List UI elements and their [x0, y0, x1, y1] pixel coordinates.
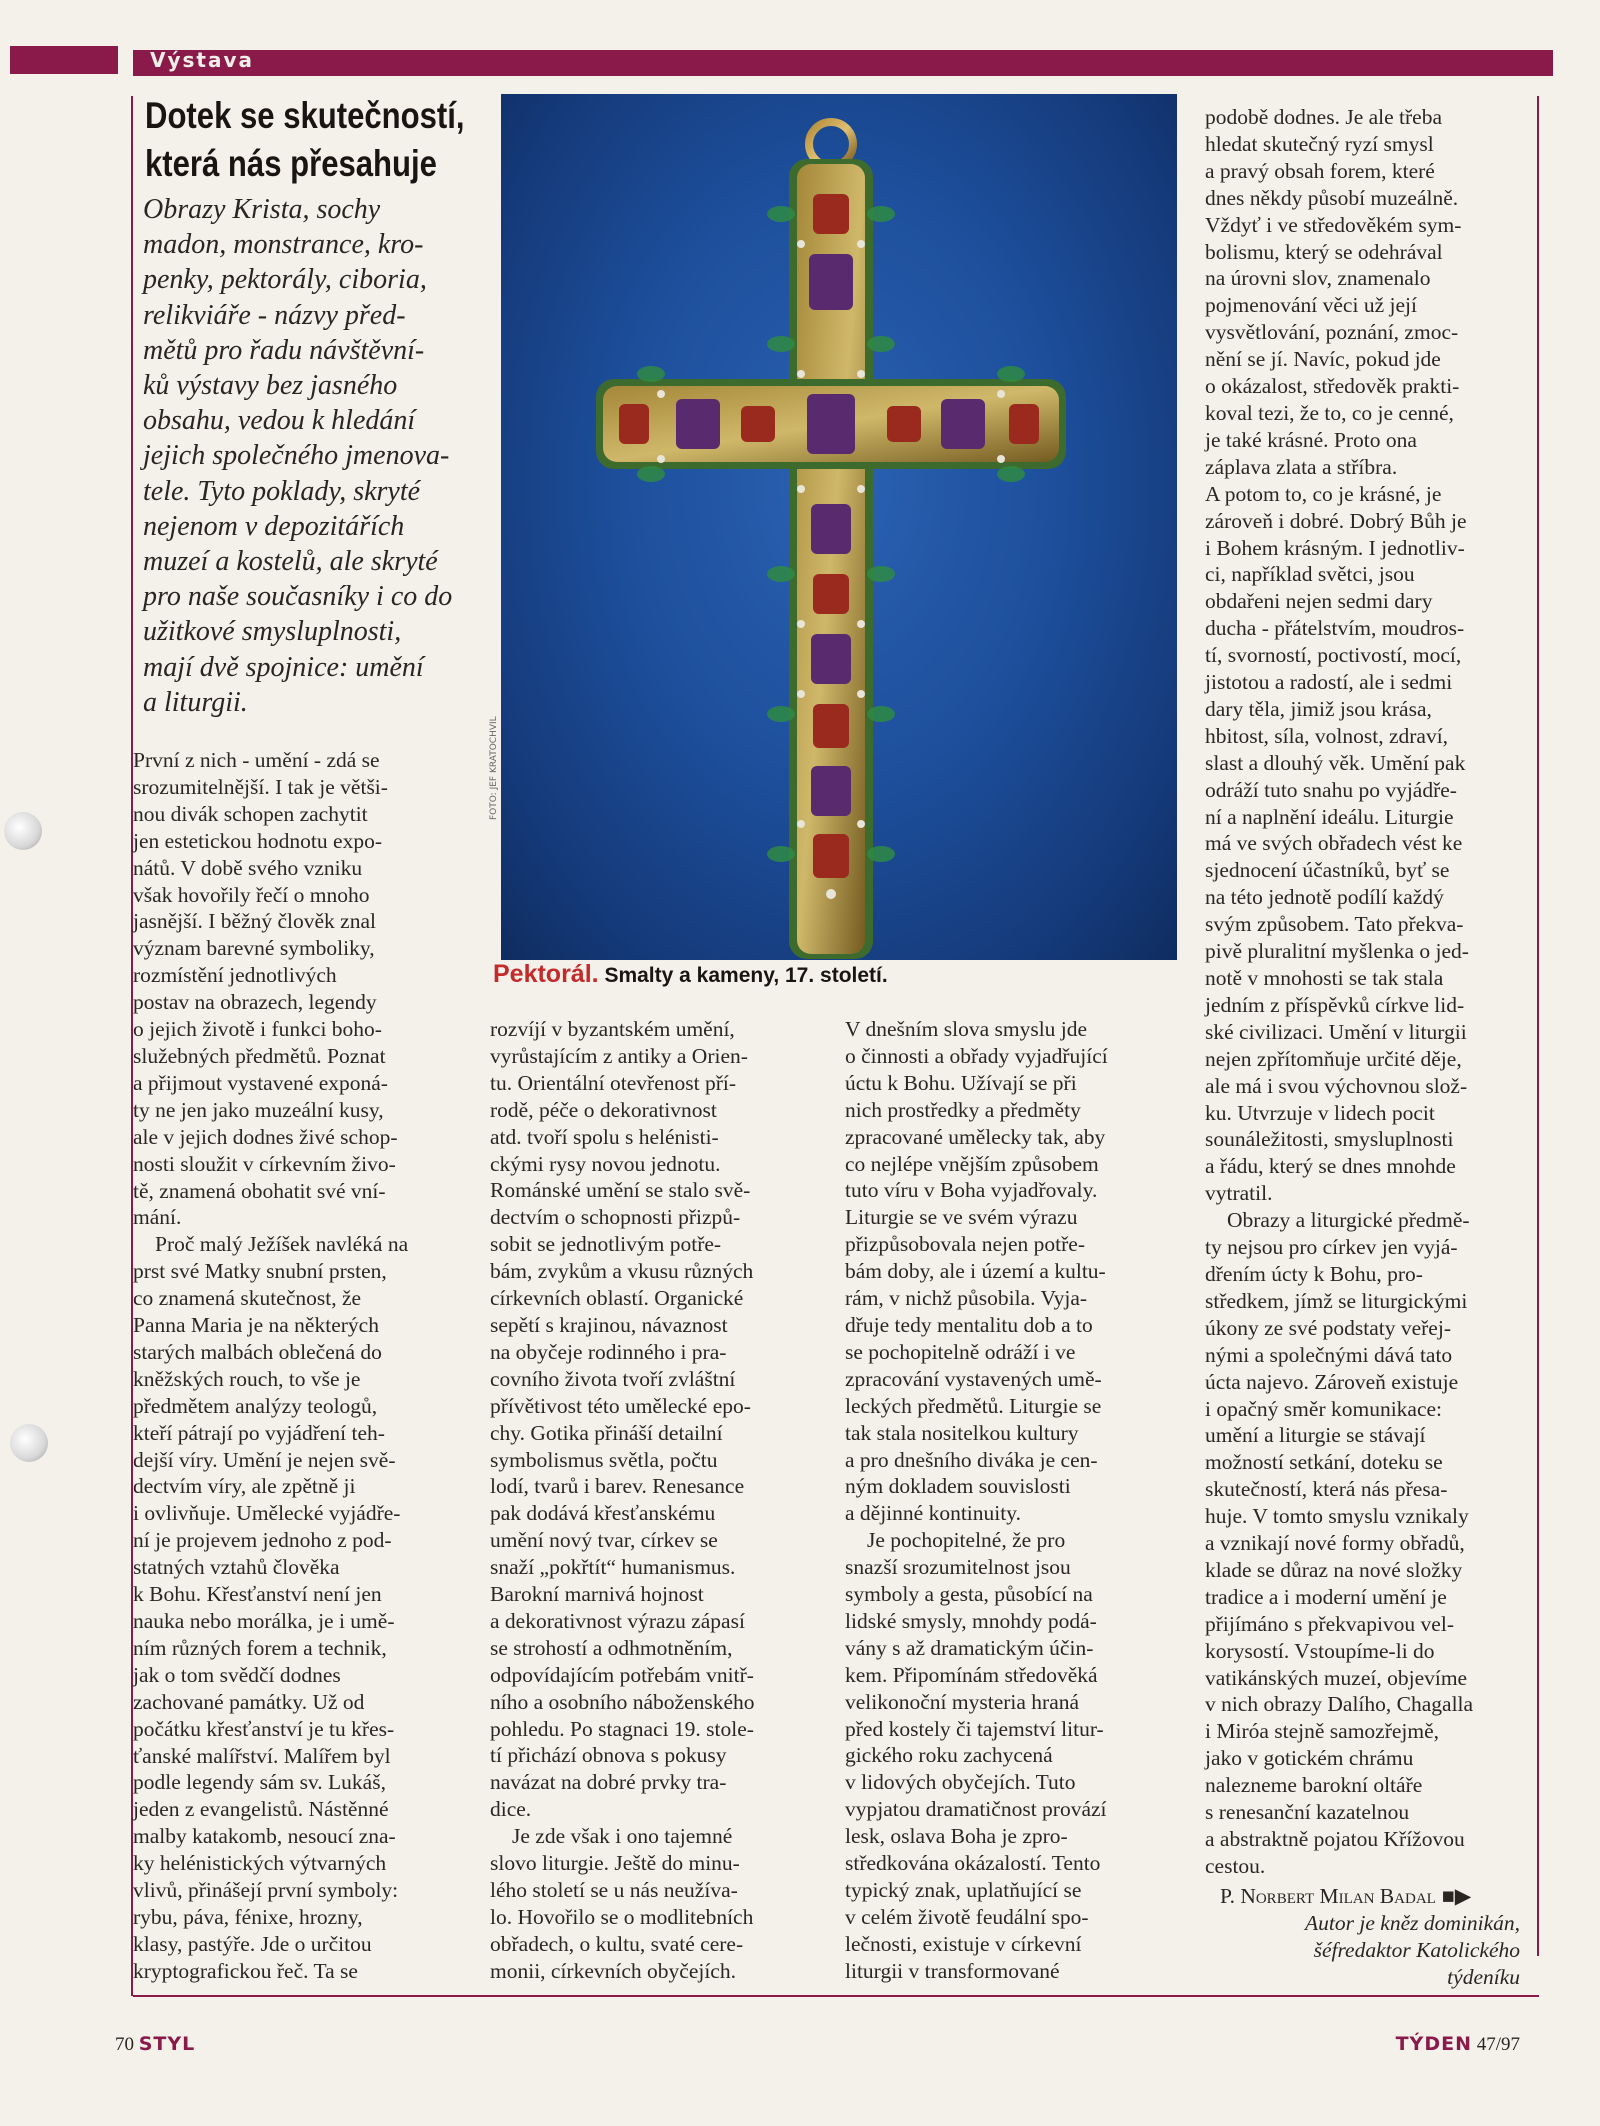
text-line: ního a osobního náboženského: [490, 1689, 755, 1714]
text-line: umění a liturgie se stávají: [1205, 1423, 1426, 1448]
text-line: Liturgie se ve svém výrazu: [845, 1205, 1078, 1230]
text-line: a vznikají nové formy obřadů,: [1205, 1531, 1465, 1556]
text-line: jako v gotickém chrámu: [1205, 1746, 1414, 1771]
text-line: o jejich životě i funkci boho-: [133, 1017, 382, 1042]
text-line: o činnosti a obřady vyjadřující: [845, 1043, 1108, 1068]
text-line: lodí, tvarů i barev. Renesance: [490, 1474, 745, 1499]
text-line: středkem, jímž se liturgickými: [1205, 1288, 1468, 1313]
text-line: statných vztahů člověka: [133, 1555, 340, 1580]
text-line: lého století se u nás neužíva-: [490, 1878, 738, 1902]
text-line: ci, například světci, jsou: [1205, 562, 1415, 587]
text-line: hbitost, síla, volnost, zdraví,: [1205, 723, 1449, 748]
text-line: ale má i svou výchovnou slož-: [1205, 1073, 1468, 1098]
pectoral-cross-image: [501, 94, 1177, 960]
text-line: pro naše současníky i co do: [143, 581, 453, 613]
text-line: dřuje tedy mentalitu dob a to: [845, 1312, 1093, 1337]
text-line: sjednocení účastníků, byť se: [1205, 858, 1450, 883]
text-line: snazší srozumitelnost jsou: [845, 1555, 1071, 1580]
text-line: bám doby, ale i území a kultu-: [845, 1259, 1106, 1284]
text-line: v nich obrazy Dalího, Chagalla: [1205, 1692, 1474, 1717]
text-line: koval tezi, že to, co je cenné,: [1205, 400, 1454, 425]
text-line: nění se jí. Navíc, pokud jde: [1205, 347, 1441, 372]
footer-left: [115, 2033, 195, 2056]
text-line: pojmenování věci už její: [1205, 293, 1417, 318]
text-line: ní a naplnění ideálu. Liturgie: [1205, 804, 1454, 829]
author-name: P. Norbert Milan Badal: [1220, 1884, 1436, 1908]
text-line: obřadech, o kultu, svaté cere-: [490, 1931, 744, 1956]
text-line: podobě dodnes. Je ale třeba: [1205, 105, 1443, 129]
photo-credit: FOTO: JEF KRATOCHVIL: [489, 716, 499, 820]
text-line: nejen zpřítomňuje určité děje,: [1205, 1046, 1462, 1071]
text-line: klasy, pastýře. Jde o určitou: [133, 1931, 372, 1956]
text-line: lidské smysly, mnohdy podá-: [845, 1608, 1097, 1633]
text-line: dejší víry. Umění je nejen svě-: [133, 1447, 396, 1472]
text-line: slast a dlouhý věk. Umění pak: [1205, 750, 1466, 775]
author-bio: [1180, 1910, 1520, 1991]
text-line: jejich společného jmenova-: [143, 440, 450, 472]
text-line: tu. Orientální otevřenost pří-: [490, 1070, 736, 1095]
text-line: šéfredaktor Katolického: [1313, 1938, 1520, 1962]
text-line: před kostely či tajemství litur-: [845, 1716, 1104, 1741]
text-line: tradice a i moderní umění je: [1205, 1584, 1447, 1609]
text-line: ní je projevem jednoho z pod-: [133, 1528, 392, 1553]
text-line: kněžských rouch, to vše je: [133, 1366, 361, 1391]
text-line: kteří pátrají po vyjádření teh-: [133, 1420, 385, 1445]
text-line: covního života tvoří zvláštní: [490, 1366, 736, 1391]
text-line: klade se důraz na nové složky: [1205, 1557, 1463, 1582]
text-line: lesk, oslava Boha je zpro-: [845, 1824, 1068, 1849]
text-line: odráží tuto snahu po vyjádře-: [1205, 777, 1457, 802]
article-column-3: [845, 1016, 1175, 1985]
text-line: Barokní marnivá hojnost: [490, 1582, 704, 1607]
text-line: nalezneme barokní oltáře: [1205, 1773, 1423, 1798]
text-line: starých malbách oblečená do: [133, 1339, 382, 1364]
text-line: jen estetickou hodnotu expo-: [133, 828, 382, 853]
text-line: jeden z evangelistů. Nástěnné: [133, 1797, 389, 1822]
caption-text: Smalty a kameny, 17. století.: [604, 964, 888, 987]
text-line: hledat skutečný ryzí smysl: [1205, 131, 1434, 156]
text-line: předmětem analýzy teologů,: [133, 1393, 378, 1418]
text-line: navázat na dobré prvky tra-: [490, 1770, 727, 1795]
text-line: nich prostředky a předměty: [845, 1097, 1081, 1122]
text-line: dřením úcty k Bohu, pro-: [1205, 1261, 1423, 1286]
text-line: monii, církevních obyčejích.: [490, 1958, 736, 1983]
text-line: lečnosti, existuje v církevní: [845, 1931, 1082, 1956]
text-line: zachované památky. Už od: [133, 1689, 365, 1714]
text-line: dectvím víry, ale zpětně ji: [133, 1474, 356, 1499]
text-line: i Bohem krásným. I jednotliv-: [1205, 535, 1465, 560]
text-line: bám, zvykům a vkusu různých: [490, 1259, 754, 1284]
text-line: tě, znamená obohatit své vní-: [133, 1178, 386, 1203]
text-line: pivě pluralitní myšlenka o jed-: [1205, 939, 1469, 964]
text-line: odpovídajícím potřebám vnitř-: [490, 1662, 754, 1687]
title-line: která nás přesahuje: [145, 143, 437, 184]
text-line: sobit se jednotlivým potře-: [490, 1232, 722, 1257]
text-line: ty ne jen jako muzeální kusy,: [133, 1097, 384, 1122]
section-label: Výstava: [150, 48, 255, 72]
text-line: úcta najevo. Zároveň existuje: [1205, 1369, 1459, 1394]
text-line: notě v mnohosti se tak stala: [1205, 966, 1444, 990]
text-line: symboly a gesta, působící na: [845, 1582, 1093, 1607]
text-line: ské civilizaci. Umění v liturgii: [1205, 1019, 1467, 1044]
text-line: počátku křesťanství je tu křes-: [133, 1716, 395, 1741]
article-column-2: [490, 1016, 820, 1985]
author-signature: [1220, 1883, 1471, 1910]
page-number: 70: [115, 2034, 134, 2055]
text-line: pak dodává křesťanskému: [490, 1501, 716, 1526]
footer-right: [1396, 2033, 1520, 2056]
text-line: i opačný směr komunikace:: [1205, 1396, 1443, 1421]
text-line: dnes někdy působí muzeálně.: [1205, 185, 1459, 210]
text-line: zpracované umělecky tak, aby: [845, 1124, 1106, 1149]
text-line: nými a společnými dává tato: [1205, 1342, 1453, 1367]
text-line: tí, svorností, poctivostí, mocí,: [1205, 643, 1462, 668]
text-line: srozumitelnější. I tak je větši-: [133, 774, 388, 799]
text-line: služebných předmětů. Poznat: [133, 1043, 386, 1068]
text-line: pohledu. Po stagnaci 19. stole-: [490, 1716, 754, 1741]
text-line: co znamená skutečnost, že: [133, 1286, 362, 1311]
text-line: zpracování vystavených umě-: [845, 1366, 1102, 1391]
caption-title: Pektorál.: [493, 960, 599, 988]
text-line: na úrovni slov, znamenalo: [1205, 266, 1431, 291]
text-line: vány s až dramatickým účin-: [845, 1635, 1094, 1660]
text-line: První z nich - umění - zdá se: [133, 748, 380, 772]
text-line: význam barevné symboliky,: [133, 936, 375, 961]
text-line: jak o tom svědčí dodnes: [133, 1662, 341, 1687]
text-line: se pochopitelně odráží i ve: [845, 1339, 1076, 1364]
text-line: lo. Hovořilo se o modlitebních: [490, 1904, 754, 1929]
text-line: i ovlivňuje. Umělecké vyjádře-: [133, 1501, 401, 1526]
text-line: obsahu, vedou k hledání: [143, 405, 416, 437]
text-line: ducha - přátelstvím, moudros-: [1205, 616, 1465, 641]
text-line: Je zde však i ono tajemné: [512, 1824, 733, 1849]
header-bar: [133, 50, 1553, 76]
text-line: ním různých forem a technik,: [133, 1635, 387, 1660]
frame-bottom-line: [133, 1995, 1539, 1997]
text-line: tele. Tyto poklady, skryté: [143, 475, 421, 507]
text-line: záplava zlata a stříbra.: [1205, 454, 1398, 479]
text-line: o okázalost, středověk prakti-: [1205, 374, 1460, 399]
text-line: gického roku zachycená: [845, 1743, 1053, 1768]
text-line: na obyčeje rodinného i pra-: [490, 1339, 727, 1364]
text-line: mají dvě spojnice: umění: [143, 651, 424, 683]
text-line: nou divák schopen zachytit: [133, 801, 368, 826]
issue-number: 47/97: [1476, 2034, 1520, 2055]
title-line: Dotek se skutečností,: [145, 95, 465, 136]
text-line: snaží „pokřtít“ humanismus.: [490, 1555, 736, 1580]
text-line: penky, pektorály, ciboria,: [143, 264, 427, 296]
text-line: sounáležitosti, smysluplnosti: [1205, 1127, 1454, 1152]
text-line: přizpůsobovala nejen potře-: [845, 1232, 1085, 1257]
text-line: podle legendy sám sv. Lukáš,: [133, 1770, 386, 1795]
text-line: korysostí. Vstoupíme-li do: [1205, 1638, 1435, 1663]
header-bar-left: [10, 46, 118, 74]
text-line: Autor je kněz dominikán,: [1305, 1911, 1520, 1935]
text-line: muzeí a kostelů, ale skryté: [143, 546, 438, 578]
text-line: a abstraktně pojatou Křížovou: [1205, 1827, 1465, 1851]
text-line: vlivů, přinášejí první symboly:: [133, 1878, 399, 1903]
text-line: kryptografickou řeč. Ta se: [133, 1958, 358, 1983]
text-line: V dnešním slova smyslu jde: [845, 1017, 1088, 1041]
text-line: chy. Gotika přináší detailní: [490, 1420, 723, 1445]
text-line: s renesanční kazatelnou: [1205, 1800, 1410, 1825]
text-line: vysvětlování, poznání, zmoc-: [1205, 320, 1459, 345]
text-line: ckými rysy novou jednotu.: [490, 1151, 721, 1176]
text-line: užitkové smysluplnosti,: [143, 616, 402, 648]
text-line: a dekorativnost výrazu zápasí: [490, 1608, 745, 1633]
text-line: je také krásné. Proto ona: [1205, 427, 1417, 452]
text-line: nátů. V době svého vzniku: [133, 855, 363, 880]
text-line: rybu, páva, fénixe, hrozny,: [133, 1904, 363, 1929]
text-line: tí přichází obnova s pokusy: [490, 1743, 727, 1768]
text-line: Proč malý Ježíšek navléká na: [155, 1232, 409, 1257]
text-line: atd. tvoří spolu s helénisti-: [490, 1124, 719, 1149]
text-line: umění nový tvar, církev se: [490, 1528, 718, 1553]
text-line: má ve svých obřadech vést ke: [1205, 831, 1463, 856]
text-line: dary těla, jimiž jsou krása,: [1205, 696, 1432, 721]
text-line: Obrazy Krista, sochy: [143, 194, 381, 225]
text-line: typický znak, uplatňující se: [845, 1878, 1082, 1902]
text-line: vypjatou dramatičnost provází: [845, 1797, 1107, 1822]
text-line: cestou.: [1205, 1853, 1266, 1878]
text-line: nejenom v depozitářích: [143, 510, 405, 542]
text-line: k Bohu. Křesťanství není jen: [133, 1582, 382, 1607]
text-line: rozmístění jednotlivých: [133, 963, 337, 988]
text-line: však hovořily řečí o mnoho: [133, 882, 370, 907]
text-line: bolismu, který se odehrával: [1205, 239, 1443, 264]
text-line: Románské umění se stalo svě-: [490, 1178, 751, 1203]
text-line: a pro dnešního diváka je cen-: [845, 1447, 1098, 1472]
text-line: zároveň i dobré. Dobrý Bůh je: [1205, 508, 1467, 533]
text-line: prst své Matky snubní prsten,: [133, 1259, 387, 1284]
text-line: rodě, péče o dekorativnost: [490, 1097, 717, 1122]
end-of-article-icon: ■▶: [1441, 1884, 1472, 1908]
text-line: Je pochopitelné, že pro: [867, 1528, 1066, 1553]
text-line: dectvím o schopnosti přizpů-: [490, 1205, 741, 1230]
article-column-1: [133, 747, 473, 1985]
text-line: madon, monstrance, kro-: [143, 229, 424, 261]
binder-hole-icon: [10, 1424, 48, 1462]
text-line: i Miróa stejně samozřejmě,: [1205, 1719, 1440, 1744]
text-line: a pravý obsah forem, které: [1205, 158, 1435, 183]
text-line: přívětivost této umělecké epo-: [490, 1393, 751, 1418]
text-line: ky helénistických výtvarných: [133, 1851, 387, 1876]
text-line: mětů pro řadu návštěvní-: [143, 334, 425, 366]
text-line: mání.: [133, 1205, 182, 1230]
text-line: Vždyť i ve středověkém sym-: [1205, 212, 1462, 237]
text-line: církevních oblastí. Organické: [490, 1286, 744, 1311]
text-line: relikviáře - názvy před-: [143, 299, 406, 331]
text-line: v celém životě feudální spo-: [845, 1904, 1089, 1929]
text-line: jedním z příspěvků církve lid-: [1205, 992, 1465, 1017]
text-line: skutečností, která nás přesa-: [1205, 1477, 1448, 1502]
text-line: vyrůstajícím z antiky a Orien-: [490, 1043, 748, 1068]
text-line: ným dokladem souvislosti: [845, 1474, 1071, 1499]
text-line: středkována okázalostí. Tento: [845, 1851, 1101, 1876]
text-line: kem. Připomínám středověká: [845, 1662, 1098, 1687]
article-column-4: [1205, 104, 1545, 1880]
text-line: jistotou a radostí, ale i sedmi: [1205, 670, 1453, 695]
text-line: velikonoční mysteria hraná: [845, 1689, 1080, 1714]
text-line: svým způsobem. Tato překva-: [1205, 912, 1464, 937]
text-line: ty nejsou pro církev jen vyjá-: [1205, 1235, 1458, 1260]
article-title: [145, 92, 498, 188]
text-line: a dějinné kontinuity.: [845, 1501, 1021, 1526]
text-line: ku. Utvrzuje v lidech pocit: [1205, 1100, 1435, 1125]
text-line: ťanské malířství. Malířem byl: [133, 1743, 391, 1768]
text-line: nauka nebo morálka, je i umě-: [133, 1609, 395, 1633]
text-line: Obrazy a liturgické předmě-: [1227, 1208, 1470, 1233]
text-line: možností setkání, doteku se: [1205, 1450, 1443, 1475]
text-line: úctu k Bohu. Užívají se při: [845, 1070, 1077, 1095]
text-line: a řádu, který se dnes mnohde: [1205, 1154, 1456, 1179]
text-line: dice.: [490, 1797, 532, 1822]
text-line: co nejlépe vnějším způsobem: [845, 1151, 1099, 1176]
text-line: Panna Maria je na některých: [133, 1313, 379, 1338]
text-line: sepětí s krajinou, návaznost: [490, 1312, 728, 1337]
text-line: symbolismus světla, počtu: [490, 1447, 718, 1472]
text-line: leckých předmětů. Liturgie se: [845, 1393, 1102, 1418]
text-line: a liturgii.: [143, 686, 248, 718]
text-line: a přijmout vystavené exponá-: [133, 1070, 388, 1095]
text-line: obdařeni nejen sedmi dary: [1205, 589, 1433, 614]
text-line: tak stala nositelkou kultury: [845, 1420, 1079, 1445]
article-lede: [143, 192, 488, 720]
text-line: liturgii v transformované: [845, 1958, 1060, 1983]
text-line: huje. V tomto smyslu vznikaly: [1205, 1504, 1469, 1529]
text-line: přijímáno s překvapivou vel-: [1205, 1611, 1454, 1636]
pectoral-cross-photo: [501, 94, 1177, 960]
text-line: slovo liturgie. Ještě do minu-: [490, 1851, 740, 1876]
text-line: se strohostí a odhmotněním,: [490, 1635, 733, 1660]
text-line: úkony ze své podstaty veřej-: [1205, 1315, 1451, 1340]
text-line: malby katakomb, nesoucí zna-: [133, 1824, 396, 1849]
text-line: vytratil.: [1205, 1181, 1273, 1206]
text-line: A potom to, co je krásné, je: [1205, 481, 1442, 506]
text-line: nosti sloužit v církevním živo-: [133, 1151, 396, 1176]
text-line: týdeníku: [1447, 1965, 1520, 1989]
text-line: vatikánských muzeí, objevíme: [1205, 1665, 1468, 1690]
text-line: na této jednotě podílí každý: [1205, 885, 1444, 910]
photo-caption: [493, 960, 888, 989]
binder-hole-icon: [4, 812, 42, 850]
footer-section-name: STYL: [138, 2033, 196, 2055]
text-line: ale v jejich dodnes živé schop-: [133, 1124, 398, 1149]
text-line: jasnější. I běžný člověk znal: [133, 909, 376, 934]
text-line: ků výstavy bez jasného: [143, 370, 398, 402]
text-line: v lidových obyčejích. Tuto: [845, 1770, 1076, 1795]
text-line: tuto víru v Boha vyjadřovaly.: [845, 1178, 1098, 1203]
text-line: rám, v nichž působila. Vyja-: [845, 1286, 1088, 1311]
text-line: postav na obrazech, legendy: [133, 990, 377, 1015]
magazine-name: TÝDEN: [1395, 2033, 1472, 2055]
text-line: rozvíjí v byzantském umění,: [490, 1017, 735, 1041]
